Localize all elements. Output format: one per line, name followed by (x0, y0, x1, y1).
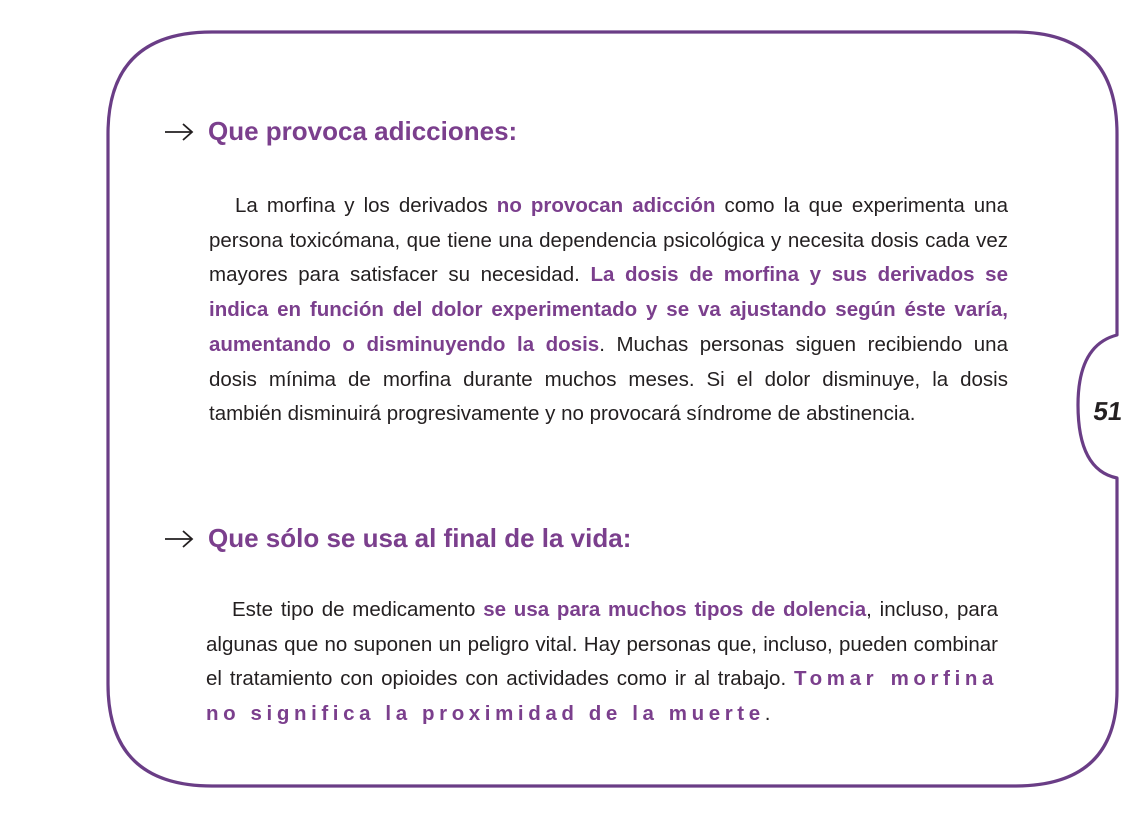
page-number: 51 (1091, 396, 1125, 426)
section-heading-text: Que sólo se usa al final de la vida: (208, 523, 632, 553)
paragraph-text: Este tipo de medicamento (232, 598, 484, 621)
paragraph-text: . (764, 702, 776, 726)
highlight-dose-adjustment: La dosis de morfina y sus derivados se indica en función del dolor experimentado y se va ajustando según éste varía, aumentando o disminuyendo la dosis (209, 263, 1008, 356)
highlight-many-ailments: se usa para muchos tipos de dolencia (483, 598, 867, 621)
paragraph-text: como la que experimenta una persona toxicómana, que tiene una dependencia psicológica y necesita dosis cada vez mayores para satisfacer su necesidad. (209, 194, 1008, 287)
paragraph-text: , incluso, para algunas que no suponen un peligro vital. Hay personas que, incluso, pueden combinar el tratamiento con opioides con actividades como ir al trabajo. (206, 598, 998, 691)
section-heading-text: Que provoca adicciones: (208, 116, 518, 146)
arrow-right-icon (164, 529, 194, 549)
arrow-right-icon (164, 122, 194, 142)
section-heading-end-of-life (164, 523, 631, 554)
paragraph-text: . Muchas personas siguen recibiendo una dosis mínima de morfina durante muchos meses. Si el dolor disminuye, la dosis también disminuirá progresivamente y no provocará síndrome de abstinencia. (209, 332, 1008, 426)
highlight-no-addiction: no provocan adicción (496, 194, 716, 217)
paragraph-text: La morfina y los derivados (235, 194, 497, 217)
highlight-not-death: Tomar morfina no significa la proximidad de la muerte (206, 667, 998, 726)
section-heading-addiction (164, 116, 517, 147)
section-paragraph-end-of-life (206, 593, 998, 732)
section-paragraph-addiction (209, 189, 1008, 432)
